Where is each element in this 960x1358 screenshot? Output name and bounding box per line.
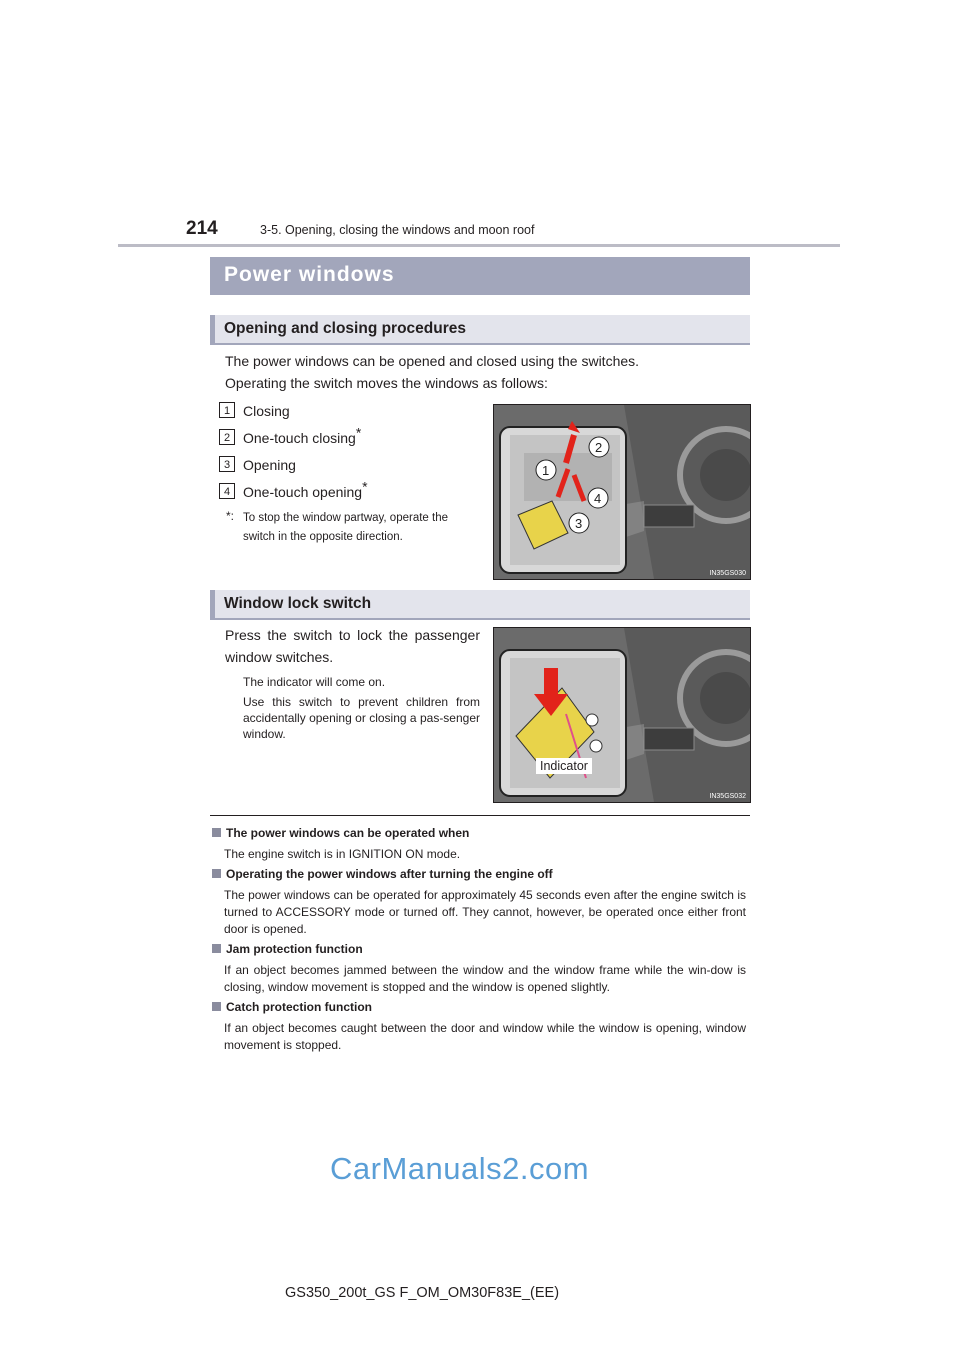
note-text-after-engine-off: The power windows can be operated for approximately 45 seconds even after the engine switch is turned to ACCESSORY mode or turned off. They cannot, however, be operated once either front door is opened. [224,888,746,936]
bullet-square-icon [212,828,221,837]
note-heading-jam-protection: Jam protection function [212,942,363,956]
item-number-2: 2 [219,429,235,445]
section-title: Power windows [224,263,395,286]
bullet-square-icon [212,944,221,953]
subheading-opening-label: Opening and closing procedures [224,320,467,337]
footnote-line-1: To stop the window partway, operate the [243,512,448,524]
page-number: 214 [186,218,218,239]
item-label-one-touch-closing: One-touch closing* [243,424,362,446]
subheading-accent [210,590,215,618]
subheading-opening [210,315,750,345]
document-footer: GS350_200t_GS F_OM_OM30F83E_(EE) [285,1285,560,1301]
footnote-mark: *: [226,509,235,523]
item-label-closing: Closing [243,403,290,419]
watermark: CarManuals2.com [330,1151,590,1186]
opening-intro-2: Operating the switch moves the windows as follows: [225,375,548,391]
bullet-square-icon [212,869,221,878]
note-heading-operated-when: The power windows can be operated when [212,826,469,840]
item-label-opening: Opening [243,457,296,473]
item-number-3: 3 [219,456,235,472]
figure-callout-4: 4 [594,491,602,506]
note-heading-after-engine-off: Operating the power windows after turning the engine off [212,867,553,881]
item-number-1: 1 [219,402,235,418]
subheading-lock [210,590,750,620]
figure-code: IN35GS032 [709,793,746,800]
subheading-accent [210,315,215,343]
figure-code: IN35GS030 [709,570,746,577]
item-label-one-touch-opening: One-touch opening* [243,478,368,500]
subheading-lock-label: Window lock switch [224,595,372,612]
window-lock-figure [493,627,751,803]
window-switch-illustration [494,405,750,579]
note-text-catch-protection: If an object becomes caught between the door and window while the window is opening, window movement is stopped. [224,1021,746,1052]
figure-callout-2: 2 [595,440,603,455]
item-number-4: 4 [219,483,235,499]
window-lock-illustration [494,628,750,802]
footnote-line-2: switch in the opposite direction. [243,531,403,543]
footnote-star: * [362,478,368,495]
note-text-operated-when: The engine switch is in IGNITION ON mode. [224,847,461,861]
section-title-bar [210,257,750,295]
note-heading-catch-protection: Catch protection function [212,1000,372,1014]
lock-text-1: Press the switch to lock the passenger [225,627,480,643]
lock-sub-1: The indicator will come on. [243,675,386,689]
bullet-square-icon [212,1002,221,1011]
note-text-jam-protection: If an object becomes jammed between the window and the window frame while the win-dow is closing, window movement is stopped and the window is opened slightly. [224,963,746,994]
indicator-label: Indicator [536,758,592,774]
lock-sub-2: Use this switch to prevent children from accidentally opening or closing a pas-senger window. [243,695,480,741]
figure-callout-1: 1 [542,463,550,478]
footnote-star: * [355,424,362,441]
notes-divider [210,815,750,816]
chapter-title: 3-5. Opening, closing the windows and moon roof [260,223,535,237]
window-switch-figure [493,404,751,580]
header-rule [118,244,840,247]
figure-callout-3: 3 [575,516,583,531]
lock-text-2: window switches. [225,649,334,665]
opening-intro-1: The power windows can be opened and closed using the switches. [225,353,640,369]
